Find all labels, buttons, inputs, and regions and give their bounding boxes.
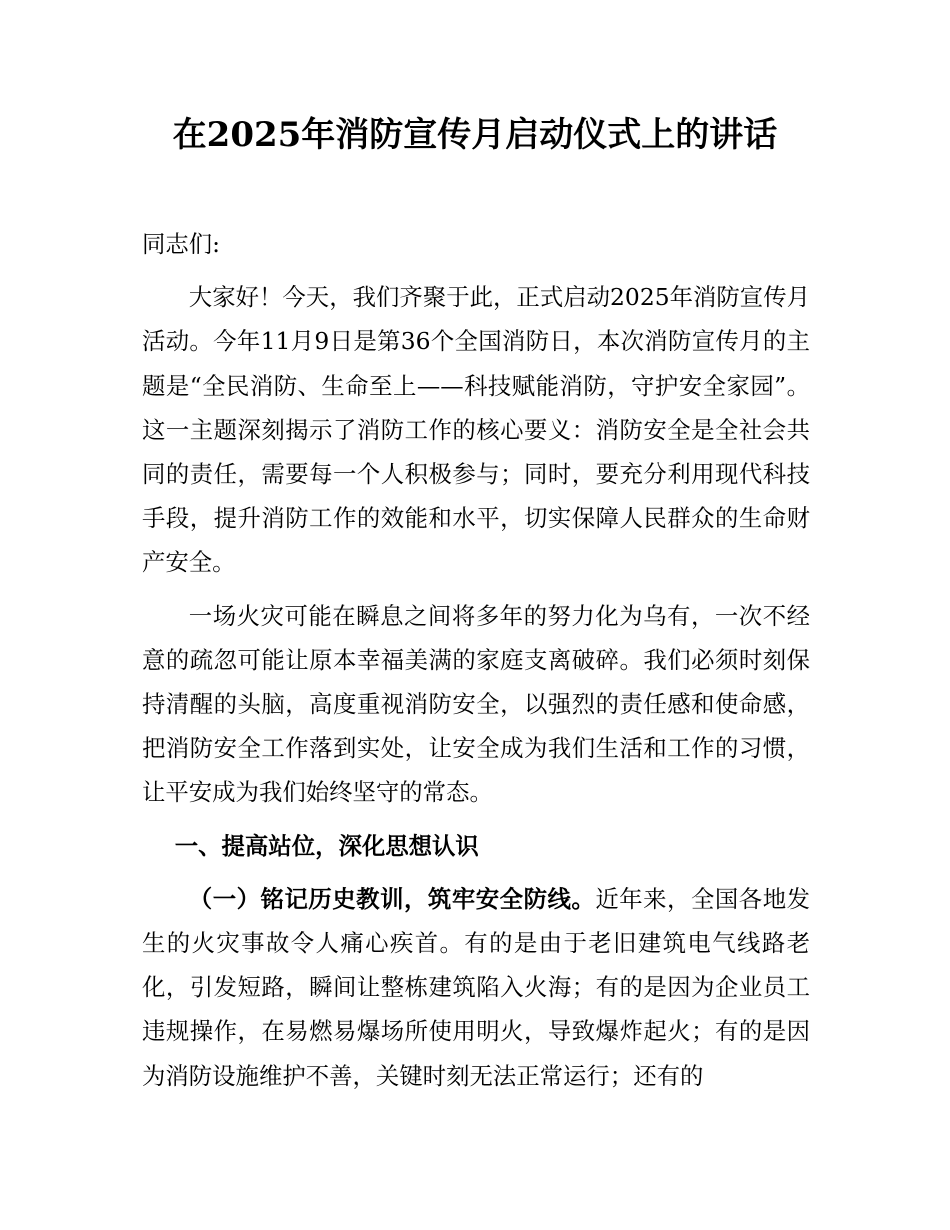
- subsection-title-1: （一）铭记历史教训，筑牢安全防线。: [188, 884, 596, 913]
- paragraph-warning: 一场火灾可能在瞬息之间将多年的努力化为乌有，一次不经意的疏忽可能让原本幸福美满的家庭支离破碎。我们必须时刻保持清醒的头脑，高度重视消防安全，以强烈的责任感和使命感，把消防安全工作落到实处，让安全成为我们生活和工作的习惯，让平安成为我们始终坚守的常态。: [142, 601, 810, 807]
- salutation: 同志们:: [142, 230, 221, 258]
- document-body: [142, 222, 810, 1107]
- section-heading-1: 一、提高站位，深化思想认识: [174, 831, 479, 860]
- subsection-text-1: 近年来，全国各地发生的火灾事故令人痛心疾首。有的是由于老旧建筑电气线路老化，引发短路，瞬间让整栋建筑陷入火海；有的是因为企业员工违规操作，在易燃易爆场所使用明火，导致爆炸起火；有的是因为消防设施维护不善，关键时刻无法正常运行；还有的: [142, 884, 811, 1090]
- paragraph-opening: 大家好！今天，我们齐聚于此，正式启动2025年消防宣传月活动。今年11月9日是第36个全国消防日，本次消防宣传月的主题是“全民消防、生命至上——科技赋能消防，守护安全家园”。这一主题深刻揭示了消防工作的核心要义：消防安全是全社会共同的责任，需要每一个人积极参与；同时，要充分利用现代科技手段，提升消防工作的效能和水平，切实保障人民群众的生命财产安全。: [142, 283, 810, 577]
- paragraph-subsection-1: [142, 877, 810, 1098]
- document-title: 在2025年消防宣传月启动仪式上的讲话: [172, 115, 778, 155]
